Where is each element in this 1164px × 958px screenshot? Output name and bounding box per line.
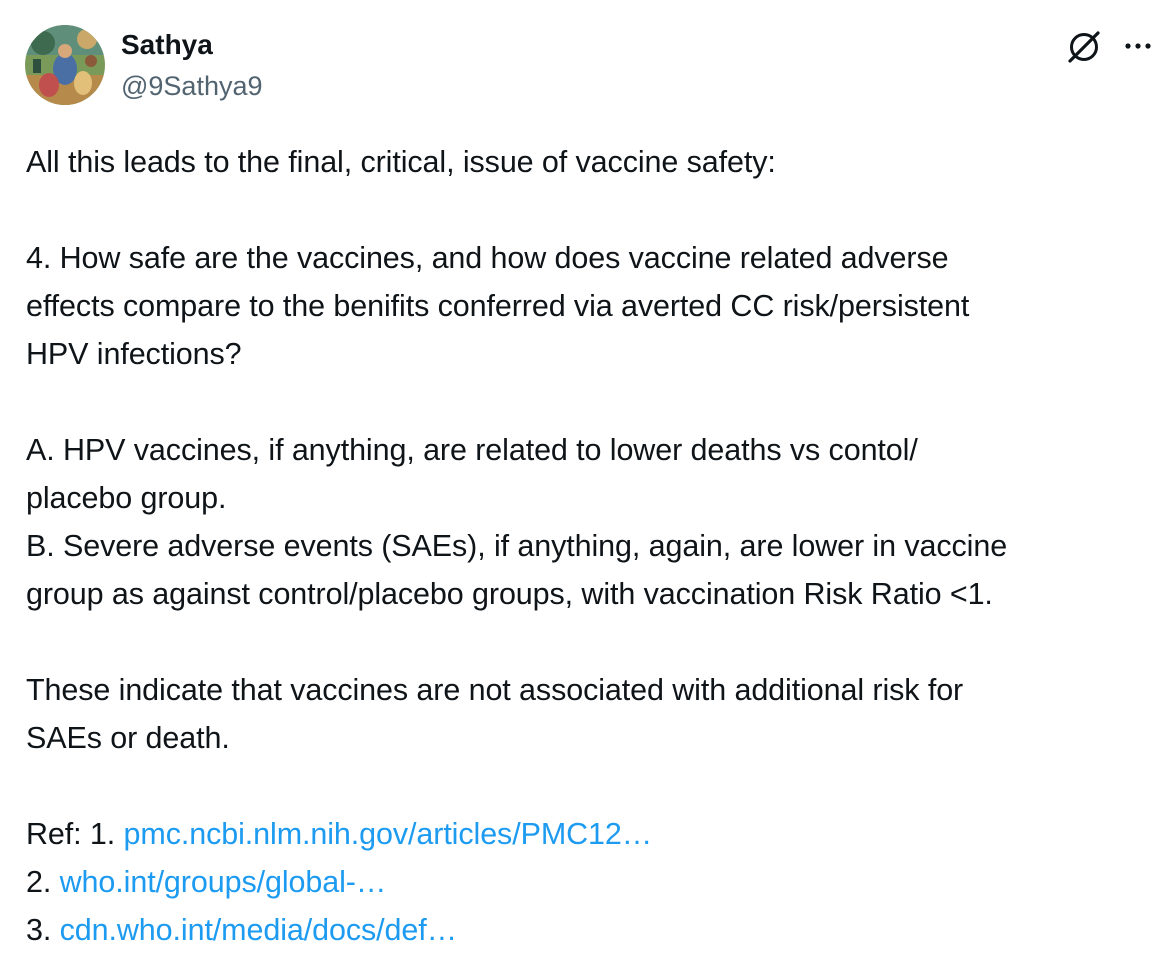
reference-prefix: Ref: 1.: [26, 817, 124, 851]
grok-icon[interactable]: [1064, 26, 1104, 66]
profile-avatar-image: [25, 25, 105, 105]
author-handle[interactable]: @9Sathya9: [121, 71, 263, 101]
tweet-line: placebo group.: [26, 481, 227, 515]
reference-prefix: 3.: [26, 913, 60, 947]
tweet-line: effects compare to the benifits conferred via averted CC risk/persistent: [26, 289, 970, 323]
reference-link-1[interactable]: pmc.ncbi.nlm.nih.gov/articles/PMC12…: [123, 817, 653, 851]
tweet-line: group as against control/placebo groups, with vaccination Risk Ratio <1.: [26, 577, 993, 611]
paragraph-gap: [26, 378, 1151, 426]
tweet-line: SAEs or death.: [26, 721, 230, 755]
reference-link-2[interactable]: who.int/groups/global-…: [59, 865, 387, 899]
tweet-line: HPV infections?: [26, 337, 242, 371]
author-name[interactable]: Sathya: [121, 29, 213, 60]
paragraph-gap: [26, 186, 1151, 234]
tweet-line: B. Severe adverse events (SAEs), if anything, again, are lower in vaccine: [26, 529, 1008, 563]
avatar[interactable]: [25, 25, 105, 105]
tweet-line: All this leads to the final, critical, issue of vaccine safety:: [26, 145, 776, 179]
tweet-line: A. HPV vaccines, if anything, are related to lower deaths vs contol/: [26, 433, 918, 467]
reference-link-3[interactable]: cdn.who.int/media/docs/def…: [59, 913, 458, 947]
reference-line-3: [26, 906, 1151, 954]
tweet-line: These indicate that vaccines are not associated with additional risk for: [26, 673, 964, 707]
reference-line-2: [26, 858, 1151, 906]
reference-prefix: 2.: [26, 865, 60, 899]
reference-line-1: [26, 810, 1151, 858]
tweet-line: 4. How safe are the vaccines, and how does vaccine related adverse: [26, 241, 949, 275]
paragraph-gap: [26, 762, 1151, 810]
tweet-text: [26, 138, 1151, 954]
paragraph-gap: [26, 618, 1151, 666]
more-icon[interactable]: [1120, 28, 1156, 64]
